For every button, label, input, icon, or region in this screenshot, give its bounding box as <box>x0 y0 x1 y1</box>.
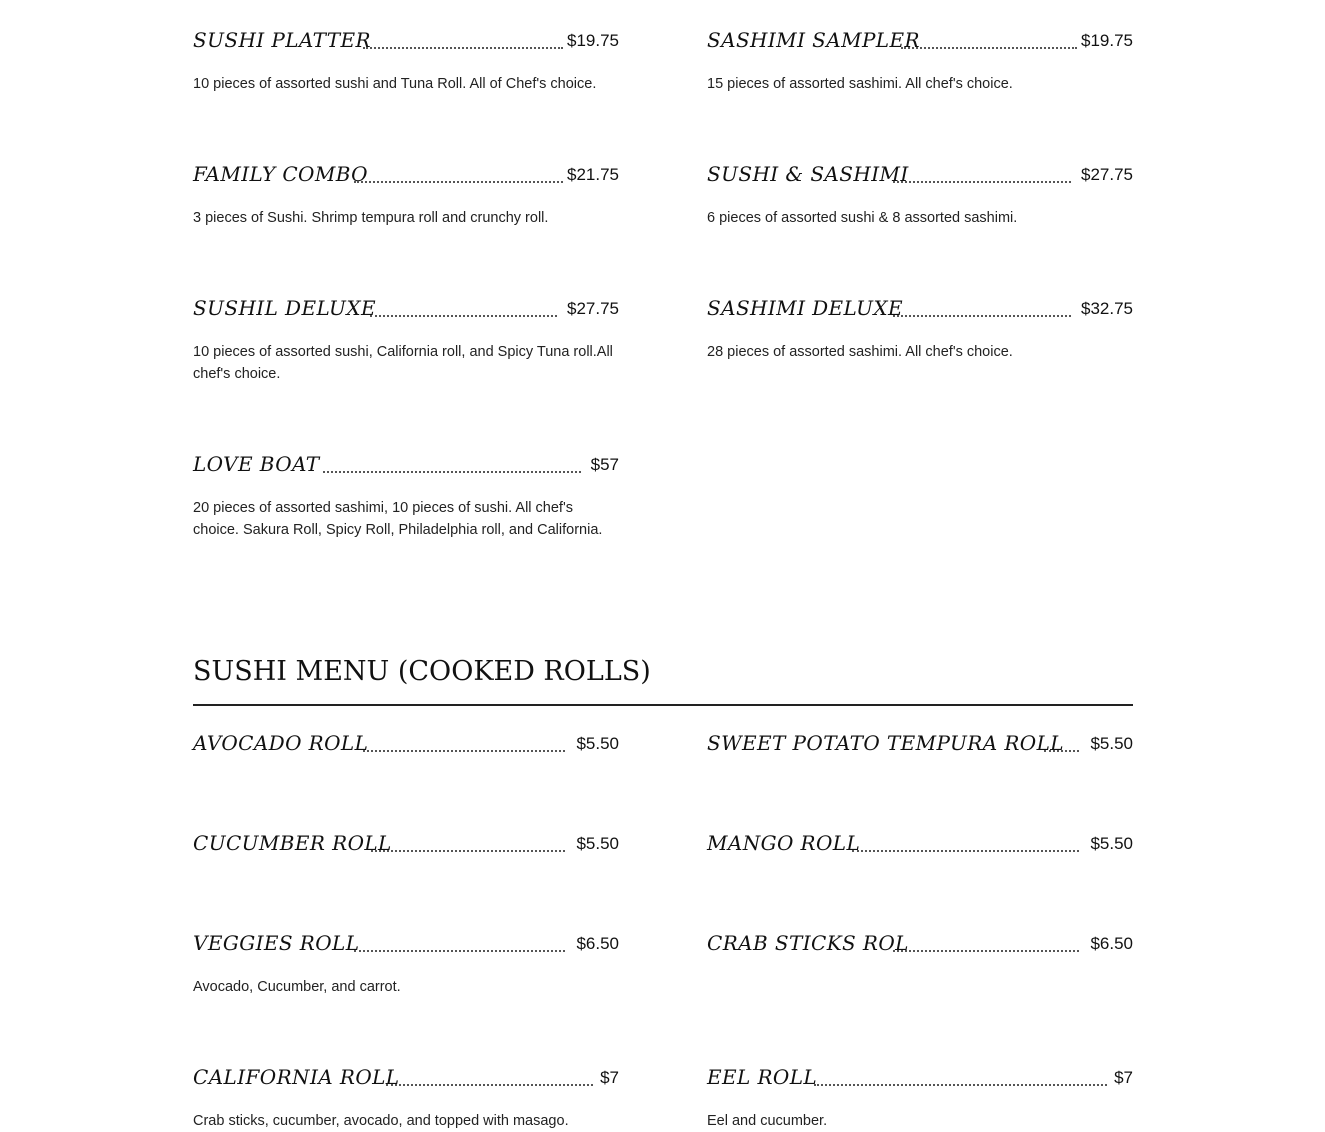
menu-item-veggies-roll <box>193 929 619 995</box>
item-name: SWEET POTATO TEMPURA ROLL <box>707 731 1064 755</box>
item-name: AVOCADO ROLL <box>193 731 369 755</box>
leader-dots <box>893 950 1079 952</box>
menu-item-love-boat <box>193 450 619 538</box>
leader-dots <box>354 181 563 183</box>
leader-dots <box>901 47 1077 49</box>
item-price: $6.50 <box>576 934 619 953</box>
item-description: 28 pieces of assorted sashimi. All chef's choice. <box>707 344 1013 360</box>
item-name: LOVE BOAT <box>193 452 320 476</box>
item-name: CALIFORNIA ROLL <box>193 1065 400 1089</box>
item-description: 10 pieces of assorted sushi, California roll, and Spicy Tuna roll.All chef's choice. <box>193 344 613 382</box>
leader-dots <box>363 47 563 49</box>
item-price: $7 <box>1114 1068 1133 1087</box>
menu-item-family-combo <box>193 160 619 226</box>
leader-dots <box>386 1084 593 1086</box>
leader-dots <box>363 750 565 752</box>
menu-item-sashimi-deluxe <box>707 294 1133 360</box>
leader-dots <box>893 315 1071 317</box>
menu-item-sushi-platter <box>193 26 619 92</box>
leader-dots <box>354 950 565 952</box>
item-description: Avocado, Cucumber, and carrot. <box>193 979 401 995</box>
item-name: SUSHI & SASHIMI <box>707 162 909 186</box>
leader-dots <box>852 850 1079 852</box>
item-price: $27.75 <box>567 299 619 318</box>
item-price: $27.75 <box>1081 165 1133 184</box>
item-description: 10 pieces of assorted sushi and Tuna Roll. All of Chef's choice. <box>193 76 597 92</box>
item-name: SUSHIL DELUXE <box>193 296 376 320</box>
item-name: FAMILY COMBO <box>193 162 368 186</box>
item-name: EEL ROLL <box>707 1065 818 1089</box>
menu-item-sushil-deluxe <box>193 294 619 382</box>
item-price: $57 <box>590 455 619 474</box>
item-description: 3 pieces of Sushi. Shrimp tempura roll and crunchy roll. <box>193 210 549 226</box>
menu-item-sashimi-sampler <box>707 26 1133 92</box>
item-price: $5.50 <box>1090 734 1133 753</box>
item-description: Crab sticks, cucumber, avocado, and topped with masago. <box>193 1113 569 1129</box>
menu-item-mango-roll <box>707 829 1133 859</box>
item-price: $19.75 <box>567 31 619 50</box>
section-divider <box>193 704 1133 706</box>
item-price: $5.50 <box>576 734 619 753</box>
leader-dots <box>1044 750 1079 752</box>
item-description: 20 pieces of assorted sashimi, 10 pieces of sushi. All chef's choice. Sakura Roll, Spicy Roll, Philadelphia roll, and California. <box>193 500 603 538</box>
menu-item-crab-sticks-rol <box>707 929 1133 959</box>
leader-dots <box>370 315 557 317</box>
item-price: $32.75 <box>1081 299 1133 318</box>
menu-item-california-roll <box>193 1063 619 1129</box>
menu-item-cucumber-roll <box>193 829 619 859</box>
item-description: 6 pieces of assorted sushi & 8 assorted sashimi. <box>707 210 1018 226</box>
leader-dots <box>371 850 565 852</box>
item-description: 15 pieces of assorted sashimi. All chef's choice. <box>707 76 1013 92</box>
item-price: $19.75 <box>1081 31 1133 50</box>
menu-item-avocado-roll <box>193 729 619 759</box>
item-price: $21.75 <box>567 165 619 184</box>
menu-item-sushi-and-sashimi <box>707 160 1133 226</box>
item-name: SUSHI PLATTER <box>193 28 371 52</box>
item-name: CUCUMBER ROLL <box>193 831 392 855</box>
item-name: SASHIMI DELUXE <box>707 296 904 320</box>
item-name: SASHIMI SAMPLER <box>707 28 920 52</box>
item-price: $5.50 <box>1090 834 1133 853</box>
item-name: VEGGIES ROLL <box>193 931 360 955</box>
menu-item-eel-roll <box>707 1063 1133 1129</box>
item-description: Eel and cucumber. <box>707 1113 828 1129</box>
item-price: $7 <box>600 1068 619 1087</box>
section-title: SUSHI MENU (COOKED ROLLS) <box>193 656 651 687</box>
menu-item-sweet-potato-tempura-roll <box>707 729 1133 759</box>
leader-dots <box>893 181 1071 183</box>
item-name: CRAB STICKS ROL <box>707 931 909 955</box>
item-price: $6.50 <box>1090 934 1133 953</box>
leader-dots <box>814 1084 1107 1086</box>
item-name: MANGO ROLL <box>707 831 861 855</box>
item-price: $5.50 <box>576 834 619 853</box>
leader-dots <box>323 471 581 473</box>
